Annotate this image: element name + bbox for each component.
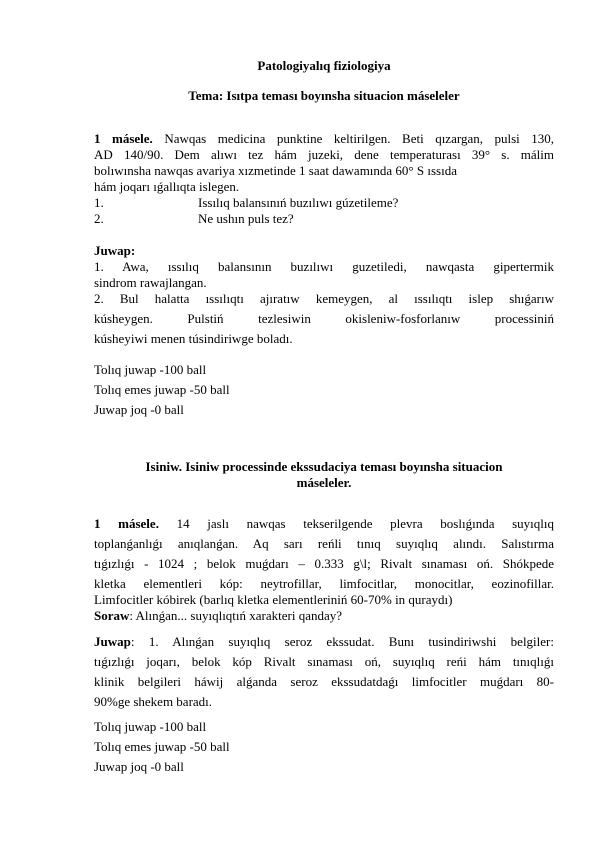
case2-answer-line-2: tıǵızlıǵı joqarı, belok kóp Rivalt sınaması oń, suyıqlıq reńi hám tınıqlıǵı	[94, 654, 554, 669]
section2-title-line-1: Isiniw. Isiniw processinde ekssudaciya teması boyınsha situacion	[145, 459, 503, 474]
case2-score-full: Tolıq juwap -100 ball	[94, 719, 207, 734]
case1-answer-line-3: 2. Bul halatta ıssılıqtı ajıratıw kemeygen, al ıssılıqtı islep shıǵarıw	[94, 291, 554, 306]
case1-answer-line-4: kúsheygen. Pulstiń tezlesiwin okisleniw-fosforlanıw processiniń	[94, 311, 554, 326]
case1-line-4: hám joqarı ıǵallıqta islegen.	[94, 179, 240, 194]
case1-line-2: AD 140/90. Dem alıwı tez hám juzeki, dene temperaturası 39° s. málim	[94, 147, 554, 162]
case1-question-1: 1. Issılıq balansınıń buzılıwı gúzetileme?	[94, 195, 399, 210]
case1-score-none: Juwap joq -0 ball	[94, 402, 184, 417]
subject-title: Patologiyalıq fiziologiya	[257, 58, 391, 73]
case1-score-full: Tolıq juwap -100 ball	[94, 362, 207, 377]
case1-line-1: 1 másele. Nawqas medicina punktine keltirilgen. Beti qızargan, pulsi 130,	[94, 131, 555, 146]
case2-question: Soraw: Alınǵan... suyıqlıqtıń xarakteri qanday?	[94, 608, 343, 623]
case1-label: 1 másele.	[94, 131, 153, 146]
case2-answer-line-3: klinik belgileri háwij alǵanda seroz ekssudatdaǵı limfocitler muǵdarı 80-	[94, 674, 554, 689]
case2-score-partial: Tolıq emes juwap -50 ball	[94, 739, 230, 754]
case2-line-3: tıǵızlıǵı - 1024 ; belok muǵdarı – 0.333 g\l; Rivalt sınaması oń. Shókpede	[94, 556, 554, 571]
case2-line-1: 1 másele. 14 jaslı nawqas tekserilgende plevra boslıǵında suyıqlıq	[94, 516, 555, 531]
case1-question-2: 2. Ne ushın puls tez?	[94, 211, 294, 226]
tema-title: Tema: Isıtpa teması boyınsha situacion máseleler	[188, 88, 460, 103]
case2-label: 1 másele.	[94, 516, 159, 531]
case2-score-none: Juwap joq -0 ball	[94, 759, 184, 774]
case1-score-partial: Tolıq emes juwap -50 ball	[94, 382, 230, 397]
case2-answer-line-4: 90%ge shekem baradı.	[94, 694, 213, 709]
case2-line-4: kletka elementleri kóp: neytrofillar, limfocitlar, monocitlar, eozinofillar.	[94, 576, 554, 591]
case1-answer-line-2: sindrom rawajlangan.	[94, 275, 207, 290]
case2-answer-line-1: Juwap: 1. Alınǵan suyıqlıq seroz ekssudat. Bunı tusindiriwshi belgiler:	[94, 634, 554, 649]
case1-line-3: bolıwınsha nawqas avariya xızmetinde 1 saat dawamında 60° S ıssıda	[94, 163, 457, 178]
section2-title-line-2: máseleler.	[296, 475, 352, 490]
case2-line-5: Limfocitler kóbirek (barlıq kletka elementleriniń 60-70% in quraydı)	[94, 592, 453, 607]
case1-answer-line-1: 1. Awa, ıssılıq balansının buzılıwı guzetiledi, nawqasta gipertermik	[94, 259, 554, 274]
case1-answer-line-5: kúsheyiwi menen túsindiriwge boladı.	[94, 331, 293, 346]
case1-answer-label: Juwap:	[94, 243, 136, 258]
case2-line-2: toplanǵanlıǵı anıqlanǵan. Aq sarı reńli tınıq suyıqlıq alındı. Salıstırma	[94, 536, 554, 551]
